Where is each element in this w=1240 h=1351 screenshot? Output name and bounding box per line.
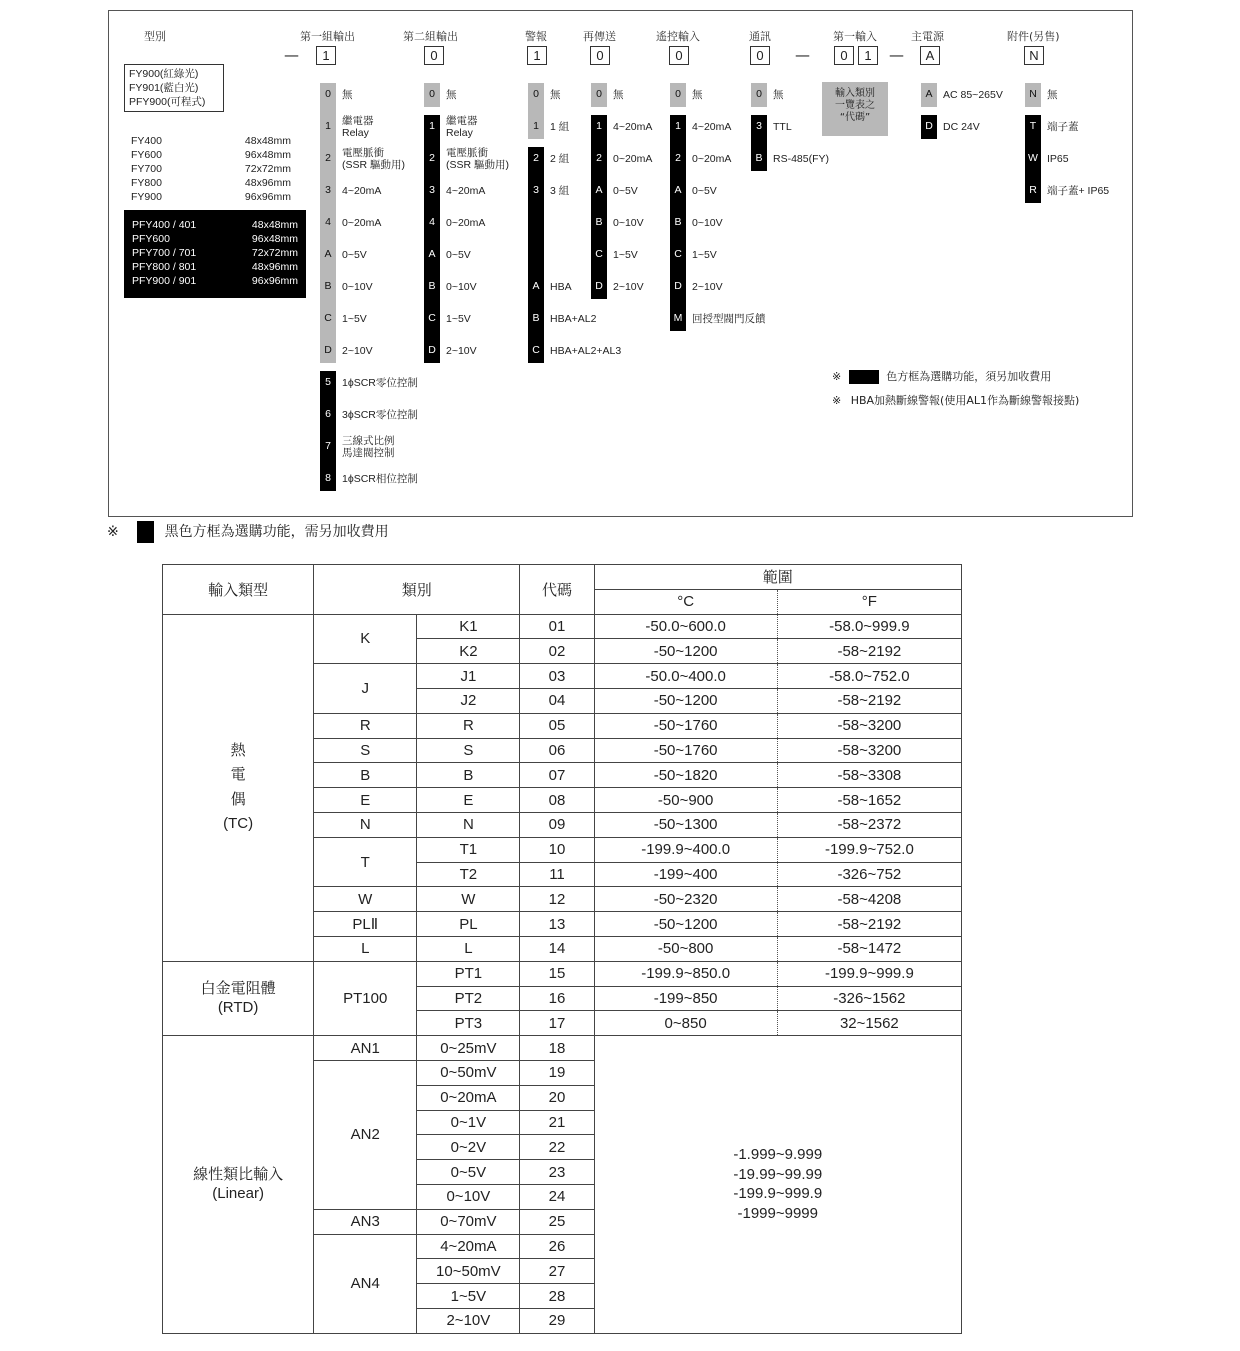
- option-code: R: [1029, 184, 1037, 196]
- subtype-cell: PT1: [417, 961, 520, 986]
- subtype-cell: PL: [417, 912, 520, 937]
- option-code: 0: [429, 88, 435, 100]
- model-size: 48x96mm: [251, 261, 298, 273]
- model-name: FY700: [131, 163, 162, 175]
- option-label: HBA: [550, 281, 572, 293]
- range-fahrenheit-cell: -58~2192: [777, 639, 961, 664]
- option-label: 無: [342, 89, 353, 101]
- option-code: 5: [325, 376, 331, 388]
- note-text: 色方框為選購功能，須另加收費用: [886, 370, 1052, 383]
- header-retransmit: 再傳送: [583, 30, 616, 43]
- model-size: 72x72mm: [244, 163, 291, 175]
- range-fahrenheit-cell: -58~3308: [777, 763, 961, 788]
- code-box-input-b: 1: [858, 46, 878, 65]
- input-type-label: 熱 電 偶 (TC): [163, 614, 314, 961]
- subtype-cell: PT2: [417, 986, 520, 1011]
- model-name: FY800: [131, 177, 162, 189]
- range-celsius-cell: -50~900: [594, 788, 777, 813]
- header-input1: 第一輸入: [833, 30, 877, 43]
- code-cell: 10: [520, 837, 594, 862]
- subtype-cell: 0~1V: [417, 1110, 520, 1135]
- code-cell: 12: [520, 887, 594, 912]
- option-code: A: [324, 248, 332, 260]
- model-name: FY900(紅綠光): [129, 68, 199, 80]
- category-cell: PT100: [314, 961, 417, 1035]
- code-cell: 09: [520, 812, 594, 837]
- code-box-output2: 0: [424, 46, 444, 65]
- model-name: FY600: [131, 149, 162, 161]
- option-code: 0: [533, 88, 539, 100]
- option-code: 1: [675, 120, 681, 132]
- option-code: C: [532, 344, 540, 356]
- model-size: 72x72mm: [251, 247, 298, 259]
- header-alarm: 警報: [525, 30, 547, 43]
- option-label: 回授型閥門反饋: [692, 313, 766, 325]
- header-code: 代碼: [520, 565, 594, 615]
- header-power: 主電源: [911, 30, 944, 43]
- option-code: 0: [675, 88, 681, 100]
- code-cell: 02: [520, 639, 594, 664]
- code-cell: 01: [520, 614, 594, 639]
- option-code: B: [324, 280, 332, 292]
- header-category: 類別: [314, 565, 520, 615]
- code-cell: 16: [520, 986, 594, 1011]
- subtype-cell: N: [417, 812, 520, 837]
- option-label: 電壓脈衝 (SSR 驅動用): [446, 147, 509, 171]
- code-cell: 18: [520, 1036, 594, 1061]
- category-cell: AN3: [314, 1209, 417, 1234]
- category-cell: W: [314, 887, 417, 912]
- option-label: 0~10V: [342, 281, 373, 293]
- option-label: 0~20mA: [692, 153, 732, 165]
- code-cell: 24: [520, 1184, 594, 1209]
- option-label: 0~20mA: [613, 153, 653, 165]
- option-label: 4~20mA: [342, 185, 382, 197]
- option-code: 2: [325, 152, 331, 164]
- model-name: FY900: [131, 191, 162, 203]
- subtype-cell: 0~10V: [417, 1184, 520, 1209]
- subtype-cell: 0~25mV: [417, 1036, 520, 1061]
- option-code: 7: [325, 440, 331, 452]
- range-celsius-cell: -199.9~400.0: [594, 837, 777, 862]
- subtype-cell: J2: [417, 688, 520, 713]
- category-cell: K: [314, 614, 417, 664]
- option-code: M: [673, 312, 683, 324]
- subtype-cell: K1: [417, 614, 520, 639]
- code-box-output1: 1: [316, 46, 336, 65]
- category-cell: S: [314, 738, 417, 763]
- option-code: 0: [596, 88, 602, 100]
- range-fahrenheit-cell: -58~4208: [777, 887, 961, 912]
- option-label: 3ϕSCR零位控制: [342, 409, 418, 421]
- code-cell: 03: [520, 664, 594, 689]
- option-code: A: [674, 184, 682, 196]
- option-code: B: [428, 280, 436, 292]
- category-cell: R: [314, 713, 417, 738]
- range-celsius-cell: -199~400: [594, 862, 777, 887]
- option-code: 2: [596, 152, 602, 164]
- input-type-label: 白金電阻體 (RTD): [163, 961, 314, 1035]
- code-cell: 08: [520, 788, 594, 813]
- option-code: 3: [325, 184, 331, 196]
- subtype-cell: S: [417, 738, 520, 763]
- table-row: [163, 1036, 962, 1061]
- option-code: C: [595, 248, 603, 260]
- option-label: 無: [692, 89, 703, 101]
- category-cell: AN2: [314, 1060, 417, 1209]
- option-code: C: [324, 312, 332, 324]
- note-mark: ※: [107, 524, 119, 540]
- option-code: C: [674, 248, 682, 260]
- header-celsius: °C: [594, 589, 777, 614]
- option-code: A: [925, 88, 933, 100]
- code-cell: 28: [520, 1284, 594, 1309]
- option-note: [832, 368, 1051, 384]
- range-celsius-cell: -199~850: [594, 986, 777, 1011]
- category-cell: AN4: [314, 1234, 417, 1333]
- model-size: 48x96mm: [244, 177, 291, 189]
- option-code: W: [1028, 152, 1038, 164]
- note-mark: ※: [832, 394, 842, 407]
- range-celsius-cell: -50~1200: [594, 688, 777, 713]
- subtype-cell: 0~50mV: [417, 1060, 520, 1085]
- code-cell: 27: [520, 1259, 594, 1284]
- option-code: 4: [325, 216, 331, 228]
- subtype-cell: 0~5V: [417, 1160, 520, 1185]
- option-code: 2: [675, 152, 681, 164]
- option-label: 0~10V: [446, 281, 477, 293]
- option-label: 0~5V: [342, 249, 367, 261]
- table-row: [163, 614, 962, 639]
- code-dash: —: [795, 46, 810, 64]
- option-label: 1ϕSCR相位控制: [342, 473, 418, 485]
- option-bar: [528, 147, 544, 363]
- option-label: 0~10V: [613, 217, 644, 229]
- option-label: 0~20mA: [342, 217, 382, 229]
- model-name: PFY900 / 901: [132, 275, 197, 287]
- option-code: 3: [533, 184, 539, 196]
- category-cell: PLⅡ: [314, 912, 417, 937]
- subtype-cell: 4~20mA: [417, 1234, 520, 1259]
- option-code: 2: [533, 152, 539, 164]
- option-label: 無: [773, 89, 784, 101]
- range-celsius-cell: -50~800: [594, 936, 777, 961]
- option-label: AC 85~265V: [943, 89, 1003, 101]
- option-code: D: [324, 344, 332, 356]
- model-name: PFY800 / 801: [132, 261, 197, 273]
- option-label: 繼電器 Relay: [446, 115, 478, 139]
- option-label: 0~20mA: [446, 217, 486, 229]
- option-label: 三線式比例 馬達閥控制: [342, 435, 395, 459]
- option-label: DC 24V: [943, 121, 980, 133]
- option-label: 電壓脈衝 (SSR 驅動用): [342, 147, 405, 171]
- subtype-cell: 10~50mV: [417, 1259, 520, 1284]
- option-label: HBA+AL2+AL3: [550, 345, 622, 357]
- option-code: A: [595, 184, 603, 196]
- subtype-cell: E: [417, 788, 520, 813]
- header-output1: 第一組輸出: [300, 30, 355, 43]
- black-swatch: [849, 370, 879, 384]
- range-celsius-cell: -50~1200: [594, 639, 777, 664]
- option-code: 3: [429, 184, 435, 196]
- model-name: PFY600: [132, 233, 170, 245]
- range-fahrenheit-cell: -58~2192: [777, 688, 961, 713]
- option-code: 8: [325, 472, 331, 484]
- model-size: 96x48mm: [251, 233, 298, 245]
- range-celsius-cell: -50~1760: [594, 713, 777, 738]
- range-celsius-cell: -50~1760: [594, 738, 777, 763]
- option-code: B: [674, 216, 682, 228]
- code-box-input-a: 0: [834, 46, 854, 65]
- range-celsius-cell: -50~1820: [594, 763, 777, 788]
- code-box-alarm: 1: [527, 46, 547, 65]
- category-cell: L: [314, 936, 417, 961]
- range-fahrenheit-cell: -58.0~752.0: [777, 664, 961, 689]
- range-celsius-cell: -50.0~400.0: [594, 664, 777, 689]
- code-cell: 04: [520, 688, 594, 713]
- header-range: 範圍: [594, 565, 961, 590]
- option-label: 0~5V: [613, 185, 638, 197]
- subtype-cell: L: [417, 936, 520, 961]
- code-cell: 13: [520, 912, 594, 937]
- option-code: 6: [325, 408, 331, 420]
- subtype-cell: 0~70mV: [417, 1209, 520, 1234]
- code-cell: 20: [520, 1085, 594, 1110]
- range-fahrenheit-cell: -58~3200: [777, 738, 961, 763]
- option-label: 2~10V: [613, 281, 644, 293]
- option-label: 2~10V: [446, 345, 477, 357]
- code-box-retransmit: 0: [590, 46, 610, 65]
- category-cell: B: [314, 763, 417, 788]
- option-bar: [591, 115, 607, 299]
- code-cell: 07: [520, 763, 594, 788]
- header-remote-input: 遙控輸入: [656, 30, 700, 43]
- model-group-fy900: [124, 64, 224, 112]
- note-mark: ※: [832, 370, 842, 383]
- option-label: 無: [1047, 89, 1058, 101]
- range-fahrenheit-cell: -58.0~999.9: [777, 614, 961, 639]
- category-cell: N: [314, 812, 417, 837]
- category-cell: E: [314, 788, 417, 813]
- option-code: A: [532, 280, 540, 292]
- code-cell: 19: [520, 1060, 594, 1085]
- header-model: 型別: [144, 30, 166, 43]
- code-cell: 22: [520, 1135, 594, 1160]
- input-type-table: [162, 564, 962, 1334]
- code-box-comm: 0: [750, 46, 770, 65]
- range-fahrenheit-cell: 32~1562: [777, 1011, 961, 1036]
- header-fahrenheit: °F: [777, 589, 961, 614]
- hba-note: [832, 392, 1079, 408]
- option-label: HBA+AL2: [550, 313, 597, 325]
- code-cell: 15: [520, 961, 594, 986]
- model-name: PFY400 / 401: [132, 219, 197, 231]
- header-input-type: 輸入類型: [163, 565, 314, 615]
- option-label: 0~10V: [692, 217, 723, 229]
- code-box-remote: 0: [669, 46, 689, 65]
- option-code: 1: [429, 120, 435, 132]
- option-code: D: [674, 280, 682, 292]
- category-cell: J: [314, 664, 417, 714]
- option-code: 0: [756, 88, 762, 100]
- range-celsius-cell: -50~2320: [594, 887, 777, 912]
- option-label: 4~20mA: [692, 121, 732, 133]
- option-code: A: [428, 248, 436, 260]
- option-label: 3 組: [550, 185, 570, 197]
- code-cell: 17: [520, 1011, 594, 1036]
- option-label: 端子蓋: [1047, 121, 1079, 133]
- input-code-note: 輸入類別 一覽表之 “代碼”: [822, 82, 888, 136]
- range-fahrenheit-cell: -199.9~999.9: [777, 961, 961, 986]
- option-label: 4~20mA: [446, 185, 486, 197]
- option-code: 4: [429, 216, 435, 228]
- code-dash: —: [889, 46, 904, 64]
- option-code: 3: [756, 120, 762, 132]
- range-fahrenheit-cell: -58~2192: [777, 912, 961, 937]
- option-label: 4~20mA: [613, 121, 653, 133]
- option-label: 1~5V: [692, 249, 717, 261]
- option-label: 繼電器 Relay: [342, 115, 374, 139]
- option-code: B: [532, 312, 540, 324]
- option-label: 2~10V: [342, 345, 373, 357]
- subtype-cell: J1: [417, 664, 520, 689]
- option-label: RS-485(FY): [773, 153, 830, 165]
- subtype-cell: B: [417, 763, 520, 788]
- subtype-cell: T2: [417, 862, 520, 887]
- option-code: B: [595, 216, 603, 228]
- range-celsius-cell: -50.0~600.0: [594, 614, 777, 639]
- subtype-cell: PT3: [417, 1011, 520, 1036]
- code-box-power: A: [920, 46, 940, 65]
- code-cell: 29: [520, 1308, 594, 1333]
- range-celsius-cell: -50~1200: [594, 912, 777, 937]
- option-label: 端子蓋+ IP65: [1047, 185, 1110, 197]
- subtype-cell: 2~10V: [417, 1308, 520, 1333]
- subtype-cell: 1~5V: [417, 1284, 520, 1309]
- range-celsius-cell: -199.9~850.0: [594, 961, 777, 986]
- option-code: N: [1029, 88, 1037, 100]
- option-code: 0: [325, 88, 331, 100]
- note-text: 黑色方框為選購功能，需另加收費用: [164, 524, 389, 540]
- model-size: 48x48mm: [244, 135, 291, 147]
- option-label: 1 組: [550, 121, 570, 133]
- subtype-cell: T1: [417, 837, 520, 862]
- model-group-fy: [131, 134, 291, 204]
- code-box-accessory: N: [1024, 46, 1044, 65]
- code-dash: —: [284, 46, 299, 64]
- range-fahrenheit-cell: -326~1562: [777, 986, 961, 1011]
- option-label: 無: [613, 89, 624, 101]
- range-fahrenheit-cell: -58~2372: [777, 812, 961, 837]
- note-text: HBA加熱斷線警報(使用AL1作為斷線警報接點): [850, 394, 1080, 407]
- option-label: 0~5V: [446, 249, 471, 261]
- code-cell: 14: [520, 936, 594, 961]
- option-code: 1: [325, 120, 331, 132]
- code-cell: 11: [520, 862, 594, 887]
- model-name: FY400: [131, 135, 162, 147]
- option-code: C: [428, 312, 436, 324]
- option-label: IP65: [1047, 153, 1069, 165]
- code-cell: 23: [520, 1160, 594, 1185]
- code-cell: 05: [520, 713, 594, 738]
- model-size: 96x96mm: [244, 191, 291, 203]
- header-accessory: 附件(另售): [1007, 30, 1060, 43]
- subtype-cell: K2: [417, 639, 520, 664]
- option-label: 1~5V: [342, 313, 367, 325]
- subtype-cell: R: [417, 713, 520, 738]
- option-label: 1ϕSCR零位控制: [342, 377, 418, 389]
- option-code: D: [428, 344, 436, 356]
- model-group-pfy: [124, 210, 306, 298]
- option-code: 1: [596, 120, 602, 132]
- input-type-table-body: [163, 565, 962, 1334]
- option-label: 無: [550, 89, 561, 101]
- black-swatch: [137, 521, 154, 543]
- range-fahrenheit-cell: -58~1472: [777, 936, 961, 961]
- range-fahrenheit-cell: -326~752: [777, 862, 961, 887]
- model-size: 48x48mm: [251, 219, 298, 231]
- option-code: D: [925, 120, 933, 132]
- category-cell: AN1: [314, 1036, 417, 1061]
- model-size: 96x48mm: [244, 149, 291, 161]
- range-celsius-cell: 0~850: [594, 1011, 777, 1036]
- option-label: TTL: [773, 121, 792, 133]
- code-cell: 21: [520, 1110, 594, 1135]
- bottom-note: [107, 521, 389, 543]
- subtype-cell: 0~20mA: [417, 1085, 520, 1110]
- model-size: 96x96mm: [251, 275, 298, 287]
- code-cell: 06: [520, 738, 594, 763]
- option-label: 2~10V: [692, 281, 723, 293]
- option-label: 1~5V: [613, 249, 638, 261]
- range-celsius-cell: -50~1300: [594, 812, 777, 837]
- code-cell: 25: [520, 1209, 594, 1234]
- option-code: 1: [533, 120, 539, 132]
- option-code: T: [1029, 120, 1037, 132]
- model-name: PFY700 / 701: [132, 247, 197, 259]
- header-communication: 通訊: [749, 30, 771, 43]
- option-label: 1~5V: [446, 313, 471, 325]
- header-output2: 第二組輸出: [403, 30, 458, 43]
- range-fahrenheit-cell: -199.9~752.0: [777, 837, 961, 862]
- option-label: 2 組: [550, 153, 570, 165]
- input-type-label: 線性類比輸入 (Linear): [163, 1036, 314, 1334]
- option-label: 無: [446, 89, 457, 101]
- code-cell: 26: [520, 1234, 594, 1259]
- subtype-cell: W: [417, 887, 520, 912]
- model-name: PFY900(可程式): [129, 96, 206, 108]
- model-name: FY901(藍白光): [129, 82, 199, 94]
- linear-range-cell: -1.999~9.999 -19.99~99.99 -199.9~999.9 -1999~9999: [594, 1036, 961, 1334]
- option-code: 2: [429, 152, 435, 164]
- category-cell: T: [314, 837, 417, 887]
- option-label: 0~5V: [692, 185, 717, 197]
- option-code: B: [755, 152, 763, 164]
- range-fahrenheit-cell: -58~3200: [777, 713, 961, 738]
- option-code: D: [595, 280, 603, 292]
- range-fahrenheit-cell: -58~1652: [777, 788, 961, 813]
- subtype-cell: 0~2V: [417, 1135, 520, 1160]
- table-row: [163, 961, 962, 986]
